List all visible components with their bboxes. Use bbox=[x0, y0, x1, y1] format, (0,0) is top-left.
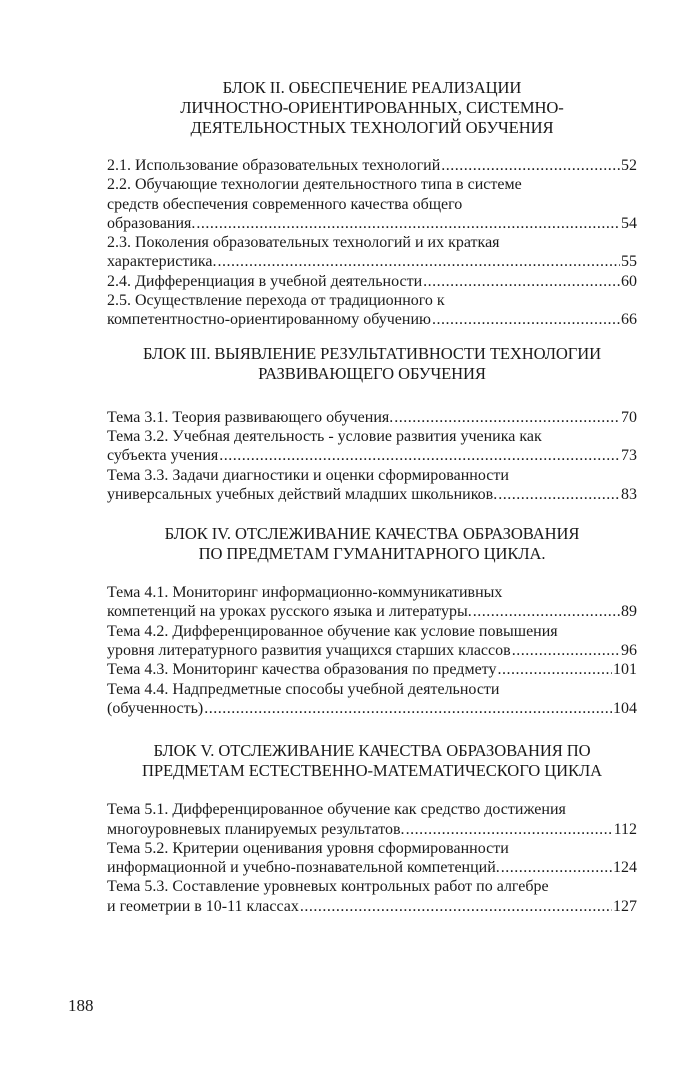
block-heading bbox=[107, 78, 637, 138]
entry-title: уровня литературного развития учащихся старших классов bbox=[107, 642, 511, 660]
dot-leader bbox=[501, 858, 612, 877]
toc-block-4 bbox=[107, 524, 637, 718]
entry-title: информационной и учебно-познавательной компетенций. bbox=[107, 859, 500, 877]
entry-page-number: 83 bbox=[621, 485, 637, 503]
entry-page-number: 52 bbox=[621, 157, 637, 174]
entry-page-number: 89 bbox=[621, 603, 637, 621]
toc-entry[interactable] bbox=[107, 466, 637, 505]
entry-title-line: Тема 3.2. Учебная деятельность - условие развития ученика как bbox=[107, 427, 542, 445]
entry-title-line: Тема 5.2. Критерии оценивания уровня сформированности bbox=[107, 839, 509, 857]
toc-entry[interactable] bbox=[107, 680, 637, 719]
entry-page-number: 112 bbox=[613, 820, 637, 838]
dot-leader bbox=[498, 485, 620, 504]
page-number: 188 bbox=[68, 996, 94, 1015]
dot-leader bbox=[406, 820, 613, 839]
entry-title: Тема 3.1. Теория развивающего обучения. bbox=[107, 408, 394, 426]
heading-line: БЛОК V. ОТСЛЕЖИВАНИЕ КАЧЕСТВА ОБРАЗОВАНИЯ ПО bbox=[153, 741, 591, 761]
dot-leader bbox=[196, 214, 620, 233]
entry-page-number: 70 bbox=[621, 408, 637, 426]
dot-leader bbox=[219, 446, 620, 465]
entry-title: компетенций на уроках русского языка и литературы. bbox=[107, 603, 472, 621]
entry-title: универсальных учебных действий младших школьников. bbox=[107, 485, 498, 503]
toc-block-5 bbox=[107, 741, 637, 916]
dot-leader bbox=[218, 252, 621, 271]
entry-title-line: Тема 4.2. Дифференцированное обучение как условие повышения bbox=[107, 622, 558, 640]
table-of-contents bbox=[107, 78, 637, 916]
dot-leader bbox=[423, 272, 620, 291]
toc-entries bbox=[107, 583, 637, 718]
heading-line: БЛОК II. ОБЕСПЕЧЕНИЕ РЕАЛИЗАЦИИ bbox=[222, 78, 522, 97]
entry-page-number: 54 bbox=[621, 214, 637, 232]
dot-leader bbox=[300, 897, 612, 916]
dot-leader bbox=[441, 156, 620, 175]
entry-title: (обученность) bbox=[107, 699, 204, 717]
toc-entry[interactable] bbox=[107, 175, 637, 233]
entry-page-number: 73 bbox=[621, 447, 637, 465]
dot-leader bbox=[204, 699, 612, 718]
block-heading bbox=[107, 344, 637, 384]
toc-entry[interactable] bbox=[107, 408, 637, 427]
toc-entry[interactable] bbox=[107, 660, 637, 679]
entry-title-line: 2.2. Обучающие технологии деятельностного типа в системе bbox=[107, 176, 522, 194]
entry-page-number: 55 bbox=[621, 253, 637, 271]
entry-title: компетентностно-ориентированному обучению bbox=[107, 311, 431, 329]
dot-leader bbox=[394, 408, 620, 427]
entry-title: образования. bbox=[107, 214, 196, 232]
entry-title-line: Тема 5.3. Составление уровневых контрольных работ по алгебре bbox=[107, 878, 549, 896]
entry-title-line: средств обеспечения современного качества общего bbox=[107, 195, 463, 213]
entry-title: 2.4. Дифференциация в учебной деятельности bbox=[107, 272, 423, 290]
heading-line: ДЕЯТЕЛЬНОСТНЫХ ТЕХНОЛОГИЙ ОБУЧЕНИЯ bbox=[190, 118, 554, 137]
entry-title-line: Тема 4.1. Мониторинг информационно-коммуникативных bbox=[107, 584, 503, 602]
heading-line: ПО ПРЕДМЕТАМ ГУМАНИТАРНОГО ЦИКЛА. bbox=[198, 544, 546, 564]
entry-title: характеристика. bbox=[107, 253, 217, 271]
toc-entry[interactable] bbox=[107, 877, 637, 916]
toc-entries bbox=[107, 408, 637, 504]
heading-line: РАЗВИВАЮЩЕГО ОБУЧЕНИЯ bbox=[258, 363, 486, 383]
entry-page-number: 60 bbox=[621, 272, 637, 290]
toc-entry[interactable] bbox=[107, 291, 637, 330]
entry-page-number: 101 bbox=[613, 661, 637, 679]
toc-entries bbox=[107, 800, 637, 916]
entry-title: Тема 4.3. Мониторинг качества образования по предмету bbox=[107, 661, 497, 679]
heading-line: ПРЕДМЕТАМ ЕСТЕСТВЕННО-МАТЕМАТИЧЕСКОГО ЦИКЛА bbox=[142, 761, 602, 781]
entry-title: субъекта учения bbox=[107, 447, 219, 465]
block-heading bbox=[107, 741, 637, 781]
dot-leader bbox=[432, 310, 620, 329]
entry-title: 2.1. Использование образовательных технологий bbox=[107, 157, 441, 174]
entry-title-line: 2.5. Осуществление перехода от традиционного к bbox=[107, 292, 445, 310]
dot-leader bbox=[497, 660, 612, 679]
toc-entry[interactable] bbox=[107, 800, 637, 839]
toc-entry[interactable] bbox=[107, 427, 637, 466]
entry-page-number: 124 bbox=[613, 859, 637, 877]
toc-entry[interactable] bbox=[107, 622, 637, 661]
heading-line: БЛОК III. ВЫЯВЛЕНИЕ РЕЗУЛЬТАТИВНОСТИ ТЕХНОЛОГИИ bbox=[142, 343, 602, 363]
toc-entry[interactable] bbox=[107, 233, 637, 272]
entry-title-line: Тема 5.1. Дифференцированное обучение как средство достижения bbox=[107, 801, 566, 819]
dot-leader bbox=[512, 641, 620, 660]
toc-entry[interactable] bbox=[107, 839, 637, 878]
entry-title-line: Тема 4.4. Надпредметные способы учебной деятельности bbox=[107, 680, 500, 698]
entry-page-number: 127 bbox=[613, 897, 637, 915]
heading-line: ЛИЧНОСТНО-ОРИЕНТИРОВАННЫХ, СИСТЕМНО- bbox=[180, 98, 564, 117]
toc-entries bbox=[107, 156, 637, 330]
toc-block-2 bbox=[107, 78, 637, 330]
dot-leader bbox=[473, 602, 620, 621]
heading-line: БЛОК IV. ОТСЛЕЖИВАНИЕ КАЧЕСТВА ОБРАЗОВАНИЯ bbox=[164, 524, 580, 544]
block-heading bbox=[107, 524, 637, 564]
entry-page-number: 66 bbox=[621, 311, 637, 329]
entry-title-line: Тема 3.3. Задачи диагностики и оценки сформированности bbox=[107, 466, 509, 484]
toc-entry[interactable] bbox=[107, 583, 637, 622]
toc-entry[interactable] bbox=[107, 272, 637, 291]
entry-title: многоуровневых планируемых результатов. bbox=[107, 820, 405, 838]
entry-title-line: 2.3. Поколения образовательных технологий и их краткая bbox=[107, 234, 500, 252]
toc-entry[interactable] bbox=[107, 156, 637, 175]
toc-block-3 bbox=[107, 344, 637, 504]
entry-page-number: 96 bbox=[621, 642, 637, 660]
entry-page-number: 104 bbox=[613, 699, 637, 717]
entry-title: и геометрии в 10-11 классах bbox=[107, 897, 299, 915]
